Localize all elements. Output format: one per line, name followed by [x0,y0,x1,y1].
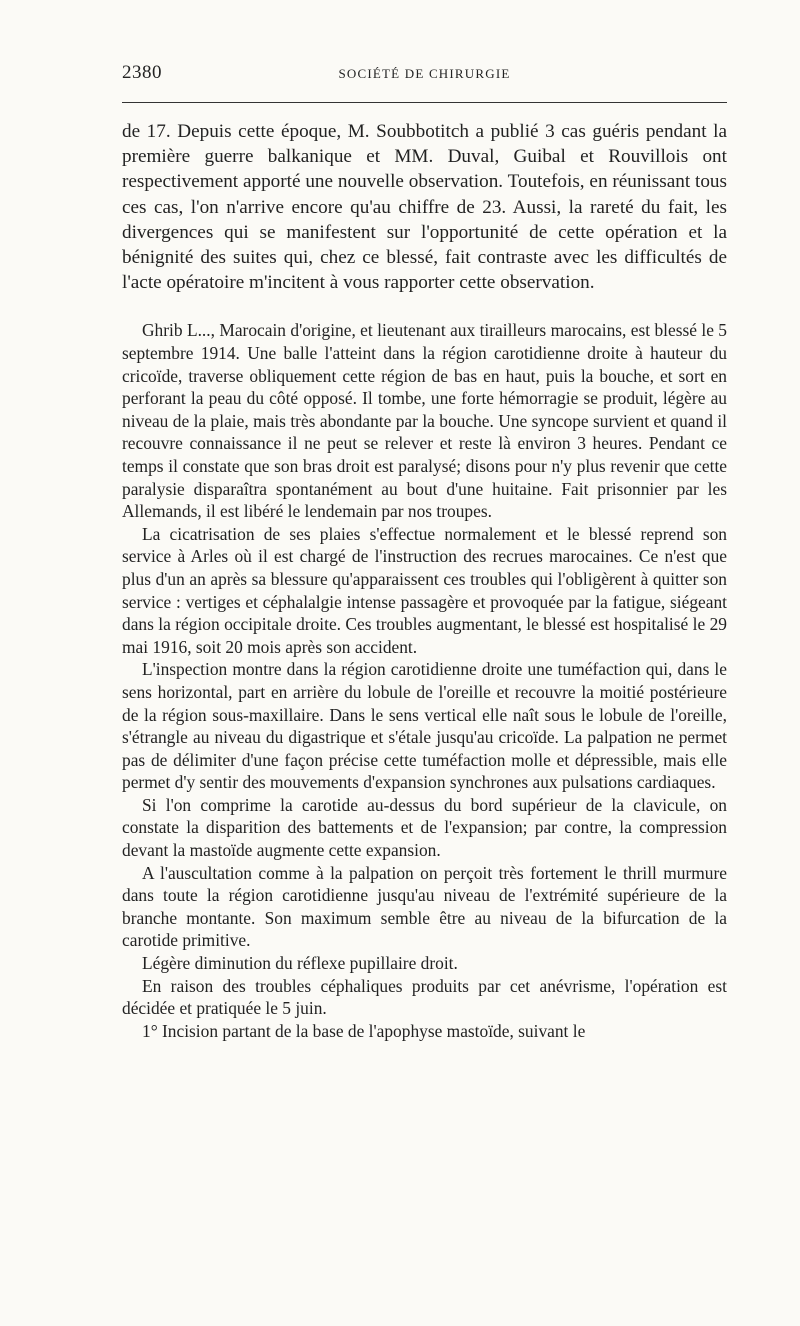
document-page [122,62,727,1042]
case-paragraph: En raison des troubles céphaliques produits par cet anévrisme, l'opération est décidée et pratiquée le 5 juin. [122,975,727,1019]
page-header [122,62,727,92]
lead-text [122,119,727,295]
page-number: 2380 [122,62,162,83]
case-paragraph: L'inspection montre dans la région carotidienne droite une tuméfaction qui, dans le sens horizontal, part en arrière du lobule de l'oreille et recouvre la moitié postérieure de la région sous-maxillaire. Dans le sens vertical elle naît sous le lobule de l'oreille, s'étrangle au niveau du digastrique et s'étale jusqu'au cricoïde. La palpation ne permet pas de délimiter d'une façon précise cette tuméfaction molle et dépressible, mais elle permet d'y sentir des mouvements d'expansion synchrones aux pulsations cardiaques. [122,659,727,793]
case-paragraph: La cicatrisation de ses plaies s'effectue normalement et le blessé reprend son service à Arles où il est chargé de l'instruction des recrues marocaines. Ce n'est que plus d'un an après sa blessure qu'apparaissent ces troubles qui l'obligèrent à quitter son service : vertiges et céphalalgie intense passagère et provoquée par la fatigue, siégeant dans la région occipitale droite. Ces troubles augmentant, le blessé est hospitalisé le 29 mai 1916, soit 20 mois après son accident. [122,523,727,657]
case-report [122,319,727,1042]
lead-paragraph: de 17. Depuis cette époque, M. Soubbotitch a publié 3 cas guéris pendant la première guerre balkanique et MM. Duval, Guibal et Rouvillois ont respectivement apporté une nouvelle observation. Toutefois, en réunissant tous ces cas, l'on n'arrive encore qu'au chiffre de 23. Aussi, la rareté du fait, les divergences qui se manifestent sur l'opportunité de cette opération et la bénignité des suites qui, chez ce blessé, fait contraste avec les difficultés de l'acte opératoire m'incitent à vous rapporter cette observation. [122,121,727,294]
running-title: SOCIÉTÉ DE CHIRURGIE [338,66,511,81]
case-paragraph: A l'auscultation comme à la palpation on perçoit très fortement le thrill murmure dans toute la région carotidienne jusqu'au niveau de l'extrémité supérieure de la branche montante. Son maximum semble être au niveau de la bifurcation de la carotide primitive. [122,862,727,951]
case-paragraph: Si l'on comprime la carotide au-dessus du bord supérieur de la clavicule, on constate la disparition des battements et de l'expansion; par contre, la compression devant la mastoïde augmente cette expansion. [122,794,727,861]
case-paragraph: Légère diminution du réflexe pupillaire droit. [142,953,458,974]
case-paragraph: Ghrib L..., Marocain d'origine, et lieutenant aux tirailleurs marocains, est blessé le 5 septembre 1914. Une balle l'atteint dans la région carotidienne droite à hauteur du cricoïde, traverse obliquement cette région de bas en haut, puis la bouche, et sort en perforant la peau du côté opposé. Il tombe, une forte hémorragie se produit, légère au niveau de la plaie, mais très abondante par la bouche. Une syncope survient et quand il recouvre connaissance il ne peut se relever et reste là environ 3 heures. Pendant ce temps il constate que son bras droit est paralysé; disons pour n'y plus revenir que cette paralysie disparaîtra spontanément au bout d'une huitaine. Fait prisonnier par les Allemands, il est libéré le lendemain par nos troupes. [122,320,727,522]
header-rule [122,102,727,103]
case-paragraph: 1° Incision partant de la base de l'apophyse mastoïde, suivant le [142,1020,586,1041]
